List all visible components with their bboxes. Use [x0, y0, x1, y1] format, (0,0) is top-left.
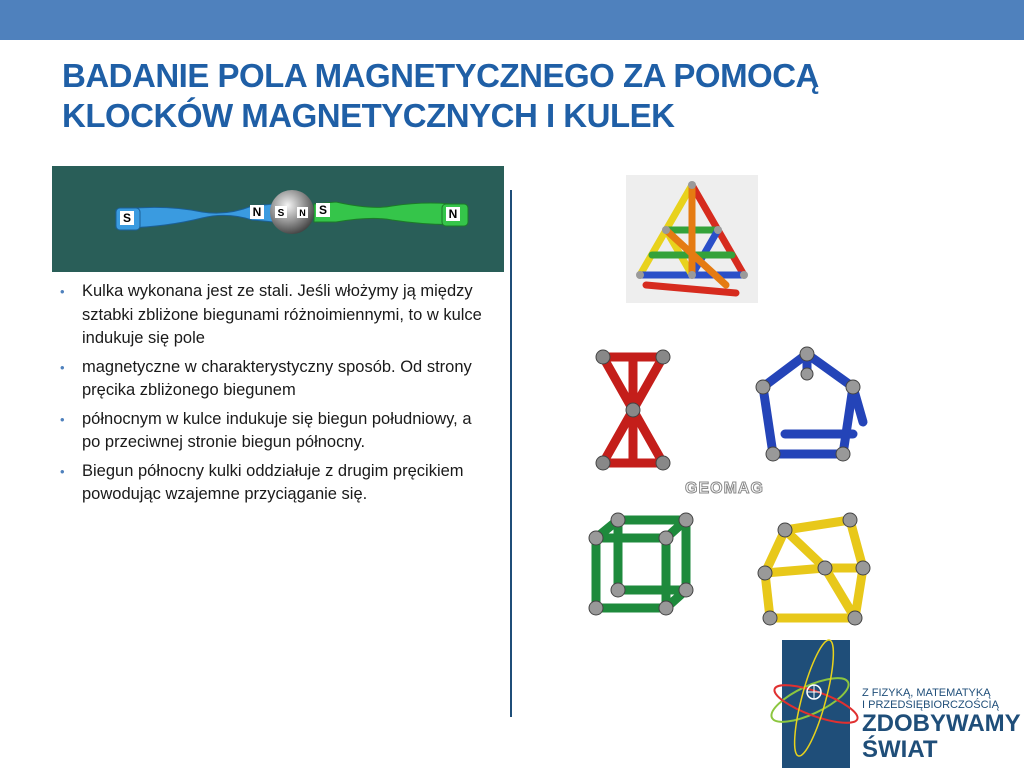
- bullet-dot-icon: •: [60, 284, 65, 299]
- magnet-bars-photo: [52, 166, 504, 272]
- bullet-dot-icon: •: [60, 411, 65, 427]
- red-hourglass-model-image: [588, 345, 678, 475]
- top-accent-bar: [0, 0, 1024, 40]
- bullet-item: [60, 356, 490, 403]
- brand-text: [862, 687, 1021, 763]
- brand-line-4: ŚWIAT: [862, 736, 938, 763]
- brand-line-2: I PRZEDSIĘBIORCZOŚCIĄ: [862, 699, 999, 711]
- bullet-text: Kulka wykonana jest ze stali. Jeśli włożymy ją między sztabki zbliżone biegunami różnoimiennymi, to w kulce indukuje się pole: [82, 282, 482, 347]
- pyramid-model-image: [626, 175, 758, 303]
- brand-line-1: Z FIZYKĄ, MATEMATYKĄ: [862, 687, 991, 699]
- geomag-logo: GEOMAG: [685, 480, 764, 497]
- brand-line-3: ZDOBYWAMY: [862, 710, 1021, 737]
- bullet-text: magnetyczne w charakterystyczny sposób. Od strony pręcika zbliżonego biegunem: [82, 357, 472, 399]
- bullet-dot-icon: •: [60, 463, 65, 479]
- bullet-text: północnym w kulce indukuje się biegun południowy, a po przeciwnej stronie biegun północny.: [82, 409, 472, 451]
- pole-label-left-n: N: [252, 205, 262, 219]
- slide-title: [62, 56, 962, 136]
- pole-label-right-s: S: [318, 203, 328, 217]
- pole-label-right-n: N: [448, 207, 458, 221]
- bullet-list: [60, 280, 490, 512]
- bullet-dot-icon: •: [60, 359, 65, 375]
- bullet-text: Biegun północny kulki oddziałuje z drugim pręcikiem powodując wzajemne przyciąganie się.: [82, 461, 464, 503]
- bullet-item: [60, 280, 490, 351]
- bullet-item: [60, 460, 490, 507]
- blue-pentagon-model-image: [745, 342, 880, 470]
- pole-label-left-s: S: [122, 211, 132, 225]
- green-cube-model-image: [578, 508, 708, 636]
- yellow-house-model-image: [745, 508, 880, 636]
- title-line-2: KLOCKÓW MAGNETYCZNYCH I KULEK: [62, 97, 675, 134]
- title-line-1: BADANIE POLA MAGNETYCZNEGO ZA POMOCĄ: [62, 57, 819, 94]
- vertical-divider: [510, 190, 512, 717]
- bullet-item: [60, 408, 490, 455]
- ball-label-s: S: [277, 208, 285, 219]
- ball-label-n: N: [299, 208, 306, 218]
